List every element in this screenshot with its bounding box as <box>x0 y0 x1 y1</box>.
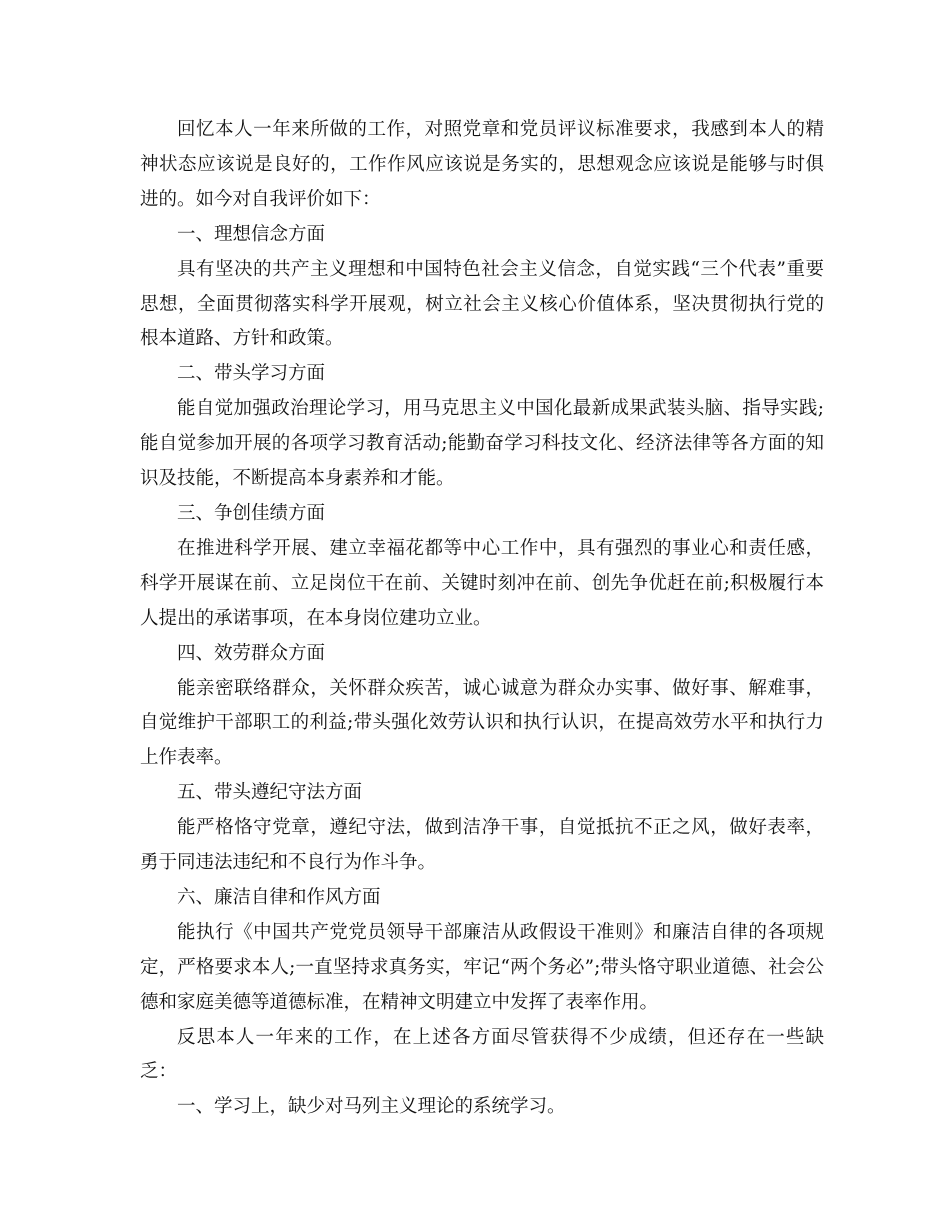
paragraph-reflection: 反思本人一年来的工作，在上述各方面尽管获得不少成绩，但还存在一些缺乏： <box>140 1026 824 1083</box>
paragraph-performance: 在推进科学开展、建立幸福花都等中心工作中，具有强烈的事业心和责任感，科学开展谋在前、立足岗位干在前、关键时刻冲在前、创先争优赶在前;积极履行本人提出的承诺事项，在本身岗位建功立业。 <box>140 537 824 629</box>
section-heading-discipline: 五、带头遵纪守法方面 <box>177 782 363 804</box>
paragraph-ideals: 具有坚决的共产主义理想和中国特色社会主义信念，自觉实践“三个代表”重要思想，全面贯彻落实科学开展观，树立社会主义核心价值体系，坚决贯彻执行党的根本道路、方针和政策。 <box>140 258 824 350</box>
paragraph-intro: 回忆本人一年来所做的工作，对照党章和党员评议标准要求，我感到本人的精神状态应该说是良好的，工作作风应该说是务实的，思想观念应该说是能够与时俱进的。如今对自我评价如下： <box>140 119 824 210</box>
paragraph-service: 能亲密联络群众，关怀群众疾苦，诚心诚意为群众办实事、做好事、解难事，自觉维护干部职工的利益;带头强化效劳认识和执行认识，在提高效劳水平和执行力上作表率。 <box>140 677 824 769</box>
section-heading-study: 二、带头学习方面 <box>177 363 326 385</box>
section-heading-service: 四、效劳群众方面 <box>177 642 326 664</box>
paragraph-discipline: 能严格恪守党章，遵纪守法，做到洁净干事，自觉抵抗不正之风，做好表率，勇于同违法违纪和不良行为作斗争。 <box>140 817 824 874</box>
section-heading-integrity: 六、廉洁自律和作风方面 <box>177 886 381 908</box>
shortcoming-item-study: 一、学习上，缺少对马列主义理论的系统学习。 <box>177 1096 566 1118</box>
paragraph-study: 能自觉加强政治理论学习，用马克思主义中国化最新成果武装头脑、指导实践;能自觉参加开展的各项学习教育活动;能勤奋学习科技文化、经济法律等各方面的知识及技能，不断提高本身素养和才能。 <box>140 398 824 490</box>
document-body <box>140 113 824 1125</box>
paragraph-integrity: 能执行《中国共产党党员领导干部廉洁从政假设干准则》和廉洁自律的各项规定，严格要求本人;一直坚持求真务实，牢记“两个务必”;带头恪守职业道德、社会公德和家庭美德等道德标准，在精神文明建立中发挥了表率作用。 <box>140 921 824 1013</box>
section-heading-ideals: 一、理想信念方面 <box>177 223 326 245</box>
section-heading-performance: 三、争创佳绩方面 <box>177 502 326 524</box>
